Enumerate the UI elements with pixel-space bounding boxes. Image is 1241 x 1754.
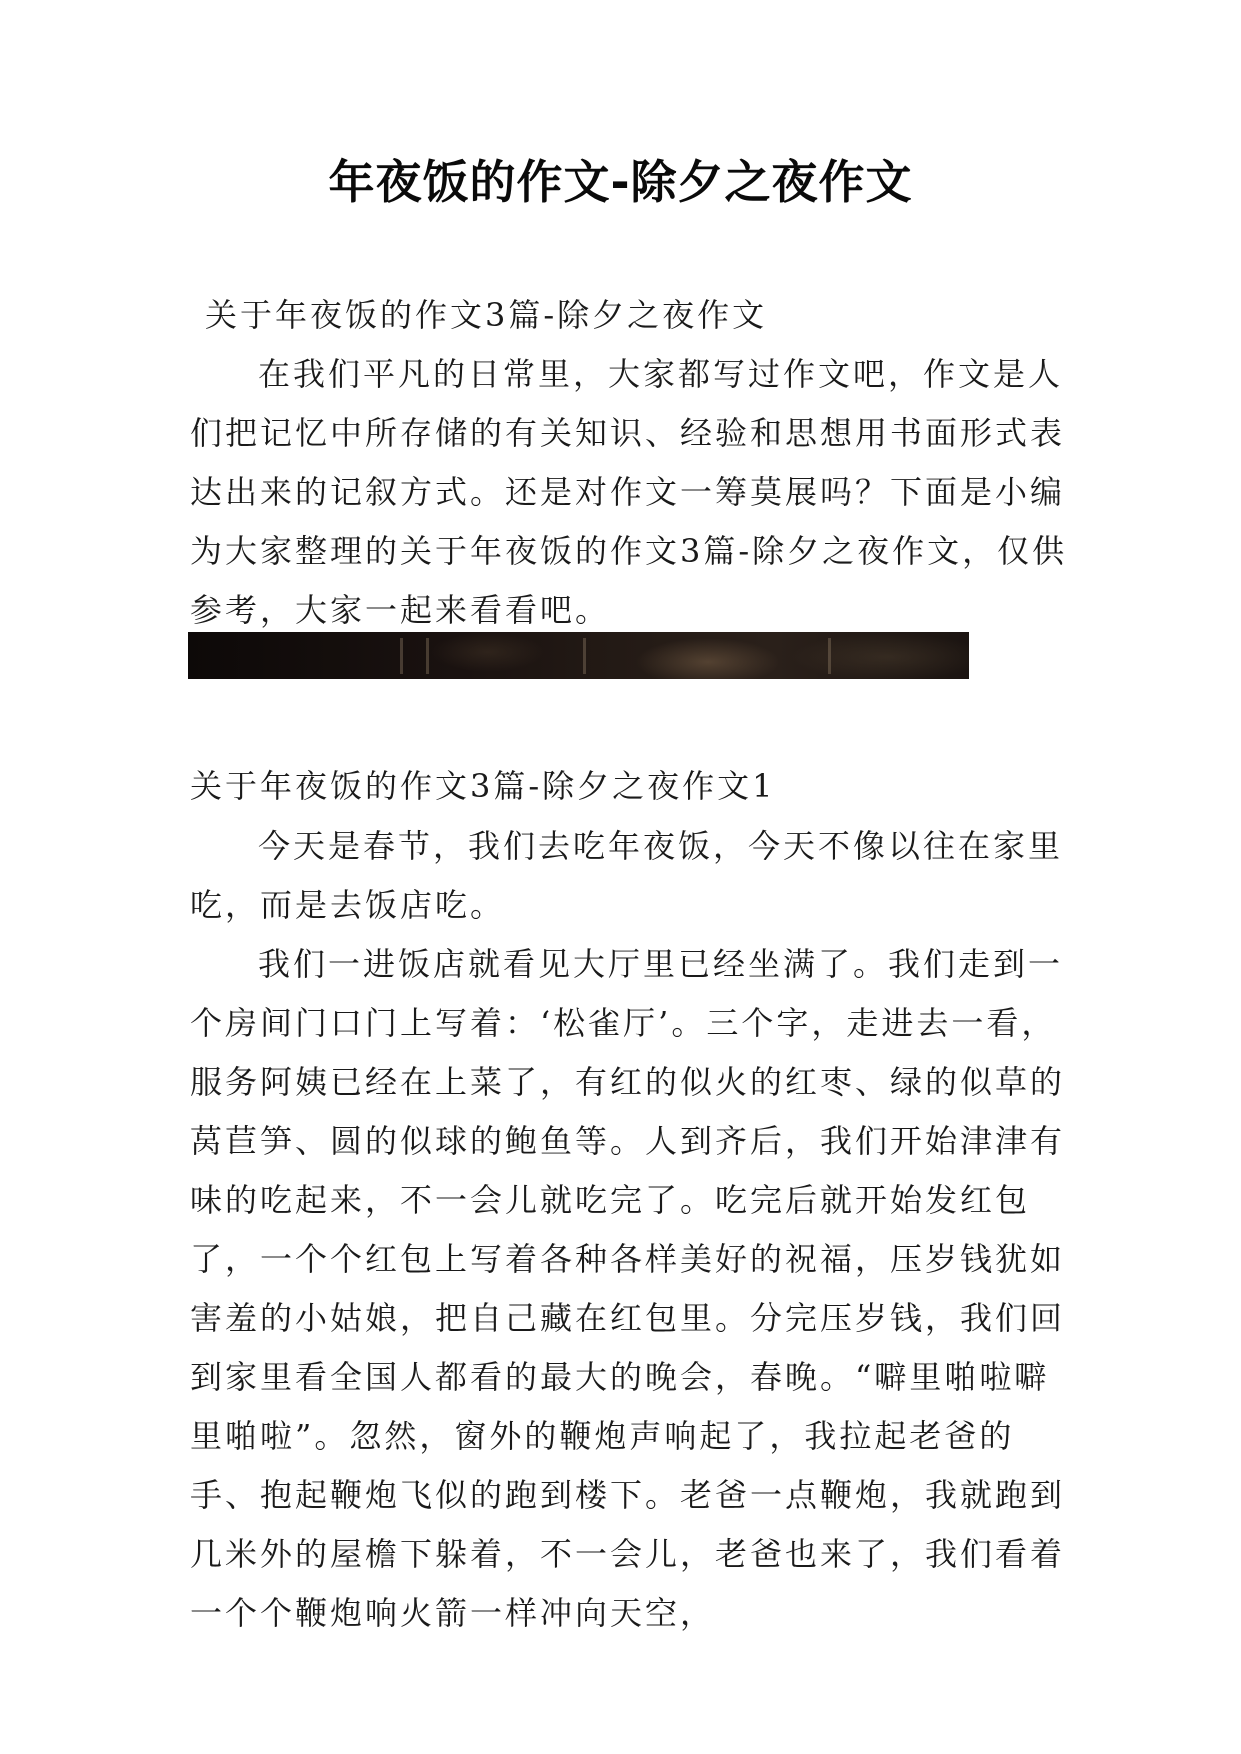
section-heading: 关于年夜饭的作文3篇-除夕之夜作文1 xyxy=(190,767,776,805)
essay-body xyxy=(190,817,1070,1643)
essay-paragraph: 今天是春节，我们去吃年夜饭，今天不像以往在家里吃，而是去饭店吃。 xyxy=(190,827,1064,924)
document-title: 年夜饭的作文-除夕之夜作文 xyxy=(328,155,913,209)
essay-paragraph: 我们一进饭店就看见大厅里已经坐满了。我们走到一个房间门口门上写着：‘松雀厅’。三个字，走进去一看，服务阿姨已经在上菜了，有红的似火的红枣、绿的似草的莴苣笋、圆的似球的鲍鱼等。人到齐后，我们开始津津有味的吃起来，不一会儿就吃完了。吃完后就开始发红包了，一个个红包上写着各种各样美好的祝福，压岁钱犹如害羞的小姑娘，把自己藏在红包里。分完压岁钱，我们回到家里看全国人都看的最大的晚会，春晚。“噼里啪啦噼里啪啦”。忽然，窗外的鞭炮声响起了，我拉起老爸的手、抱起鞭炮飞似的跑到楼下。老爸一点鞭炮，我就跑到几米外的屋檐下躲着，不一会儿，老爸也来了，我们看着一个个鞭炮响火箭一样冲向天空， xyxy=(190,945,1066,1632)
banner-image xyxy=(188,632,969,679)
intro-block xyxy=(190,345,1070,640)
intro-paragraph: 在我们平凡的日常里，大家都写过作文吧，作文是人们把记忆中所存储的有关知识、经验和思想用书面形式表达出来的记叙方式。还是对作文一筹莫展吗？下面是小编为大家整理的关于年夜饭的作文3篇-除夕之夜作文，仅供参考，大家一起来看看吧。 xyxy=(190,355,1068,629)
document-subtitle: 关于年夜饭的作文3篇-除夕之夜作文 xyxy=(205,296,768,334)
